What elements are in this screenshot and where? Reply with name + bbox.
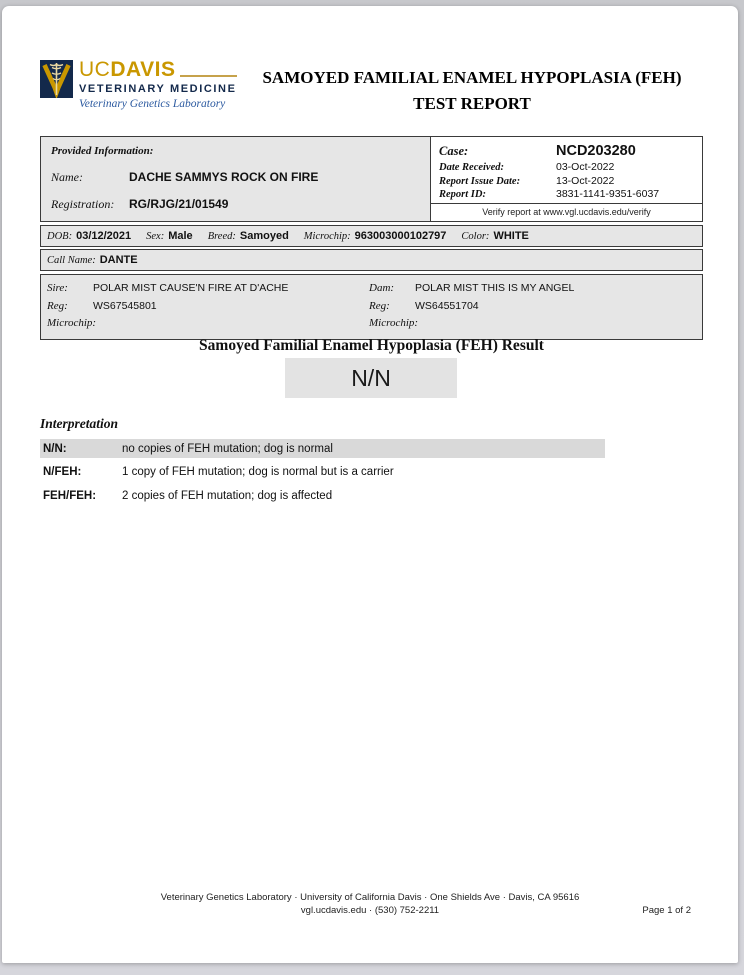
name-value: DACHE SAMMYS ROCK ON FIRE <box>129 170 319 184</box>
report-id-label: Report ID: <box>439 189 486 200</box>
description-fehfeh: 2 copies of FEH mutation; dog is affected <box>122 489 333 502</box>
report-id-value: 3831-1141-9351-6037 <box>556 188 660 200</box>
provided-information-panel <box>41 137 431 221</box>
report-id-row <box>439 188 694 202</box>
wordmark-uc: UC <box>79 58 111 81</box>
report-issue-date-label: Report Issue Date: <box>439 175 521 187</box>
result-heading: Samoyed Familial Enamel Hypoplasia (FEH) Result <box>199 337 544 354</box>
sex-label: Sex: <box>146 231 165 242</box>
case-row <box>439 142 694 161</box>
date-received-row <box>439 161 694 175</box>
footer-contact-line: vgl.ucdavis.edu · (530) 752-2211 <box>300 905 440 916</box>
interpretation-row-nn <box>40 439 605 458</box>
case-panel <box>431 137 702 221</box>
dam-label: Dam: <box>369 282 395 294</box>
genotype-nfeh: N/FEH: <box>43 466 82 478</box>
interpretation-row-nfeh <box>40 463 605 482</box>
result-value-box <box>285 358 457 398</box>
report-issue-date-row <box>439 175 694 189</box>
report-issue-date-value: 13-Oct-2022 <box>556 174 615 187</box>
interpretation-row-fehfeh <box>40 486 605 505</box>
verify-report-link[interactable]: Verify report at www.vgl.ucdavis.edu/verify <box>431 203 702 221</box>
dam-column <box>369 280 696 333</box>
dam-name-row <box>369 280 696 298</box>
genotype-nn: N/N: <box>43 442 67 455</box>
call-name-value: DANTE <box>99 254 138 266</box>
registration-value: RG/RJG/21/01549 <box>129 197 229 211</box>
case-rows <box>431 142 702 202</box>
lab-name-label: Veterinary Genetics Laboratory <box>79 98 226 110</box>
registration-row <box>51 197 420 212</box>
dam-name: POLAR MIST THIS IS MY ANGEL <box>415 282 575 294</box>
registration-label: Registration: <box>51 197 115 211</box>
sire-microchip-label: Microchip: <box>47 317 97 329</box>
dam-reg-value: WS64551704 <box>415 299 479 312</box>
case-number: NCD203280 <box>556 143 636 159</box>
dam-microchip-row <box>369 315 696 333</box>
report-title <box>242 65 702 117</box>
dob-label: DOB: <box>47 231 73 242</box>
parents-box <box>40 274 703 340</box>
sire-microchip-row <box>47 315 369 333</box>
breed-value: Samoyed <box>239 230 289 242</box>
sire-name: POLAR MIST CAUSE'N FIRE AT D'ACHE <box>93 282 289 294</box>
sire-label: Sire: <box>47 282 68 294</box>
sex-value: Male <box>168 230 193 242</box>
interpretation-section <box>40 416 703 510</box>
page-number: Page 1 of 2 <box>642 905 691 916</box>
description-nn: no copies of FEH mutation; dog is normal <box>122 442 333 455</box>
color-label: Color: <box>461 231 490 242</box>
result-value: N/N <box>351 364 391 391</box>
date-received-value: 03-Oct-2022 <box>556 161 615 173</box>
vetmed-label: VETERINARY MEDICINE <box>79 83 237 95</box>
footer <box>2 891 738 917</box>
footer-address-line: Veterinary Genetics Laboratory · University of California Davis · One Shields Ave · Davis, CA 95616 <box>160 892 580 903</box>
vetmed-caduceus-icon <box>40 60 73 98</box>
report-page <box>2 6 738 963</box>
sire-reg-value: WS67545801 <box>93 299 157 312</box>
report-title-line1: SAMOYED FAMILIAL ENAMEL HYPOPLASIA (FEH) <box>262 68 682 87</box>
gold-rule <box>180 75 236 77</box>
breed-label: Breed: <box>207 231 236 242</box>
logo-text <box>79 60 237 110</box>
sire-column <box>47 280 369 333</box>
dob-value: 03/12/2021 <box>76 230 132 242</box>
name-row <box>51 170 420 185</box>
provided-heading: Provided Information: <box>51 145 154 157</box>
microchip-label: Microchip: <box>303 231 351 242</box>
wordmark-davis: DAVIS <box>110 58 176 81</box>
sire-name-row <box>47 280 369 298</box>
sire-reg-row <box>47 298 369 316</box>
name-label: Name: <box>51 170 83 184</box>
call-name-label: Call Name: <box>47 255 96 266</box>
ucdavis-wordmark <box>79 60 237 80</box>
interpretation-heading: Interpretation <box>40 416 119 431</box>
dam-reg-row <box>369 298 696 316</box>
info-table <box>40 136 703 340</box>
dam-microchip-label: Microchip: <box>369 317 419 329</box>
color-value: WHITE <box>493 230 529 242</box>
genotype-fehfeh: FEH/FEH: <box>43 489 97 502</box>
sire-reg-label: Reg: <box>47 299 68 312</box>
description-nfeh: 1 copy of FEH mutation; dog is normal but is a carrier <box>122 466 394 478</box>
dam-reg-label: Reg: <box>369 299 390 312</box>
ucdavis-logo <box>40 60 237 110</box>
call-name-row <box>40 249 703 271</box>
provided-and-case-box <box>40 136 703 222</box>
date-received-label: Date Received: <box>439 162 505 173</box>
report-title-line2: TEST REPORT <box>413 94 531 113</box>
microchip-value: 963003000102797 <box>354 230 447 242</box>
case-label: Case: <box>439 144 469 158</box>
dog-details-row <box>40 225 703 247</box>
